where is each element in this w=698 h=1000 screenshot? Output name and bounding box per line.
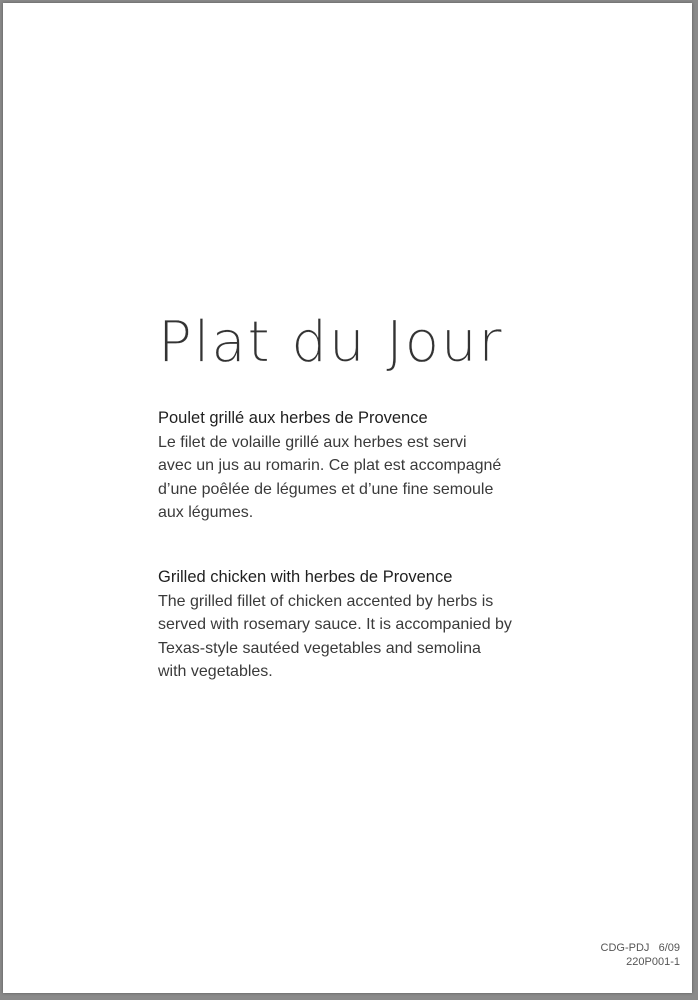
dish-description-line: Texas-style sautéed vegetables and semolina	[158, 639, 481, 657]
dish-description-line: d’une poêlée de légumes et d’une fine semoule	[158, 480, 494, 498]
footer-date: 6/09	[658, 942, 680, 954]
page-title: Plat du Jour	[158, 310, 504, 375]
dish-description-line: served with rosemary sauce. It is accompanied by	[158, 616, 512, 633]
dish-section-french	[158, 407, 578, 525]
dish-description-line: aux légumes.	[158, 504, 254, 521]
menu-card	[3, 3, 692, 993]
dish-description-line: Le filet de volaille grillé aux herbes est servi	[158, 433, 467, 451]
dish-description-line: with vegetables.	[158, 663, 273, 680]
footer-code: CDG-PDJ	[600, 942, 650, 954]
dish-description-line: avec un jus au romarin. Ce plat est accompagné	[158, 457, 502, 474]
footer-code-row	[601, 941, 680, 955]
dish-name-french: Poulet grillé aux herbes de Provence	[158, 409, 428, 427]
dish-section-english	[158, 566, 578, 684]
footer-reference: 220P001-1	[626, 956, 680, 968]
dish-name-english: Grilled chicken with herbes de Provence	[158, 568, 453, 586]
document-footer	[601, 941, 680, 969]
dish-description-line: The grilled fillet of chicken accented by herbs is	[158, 592, 494, 610]
